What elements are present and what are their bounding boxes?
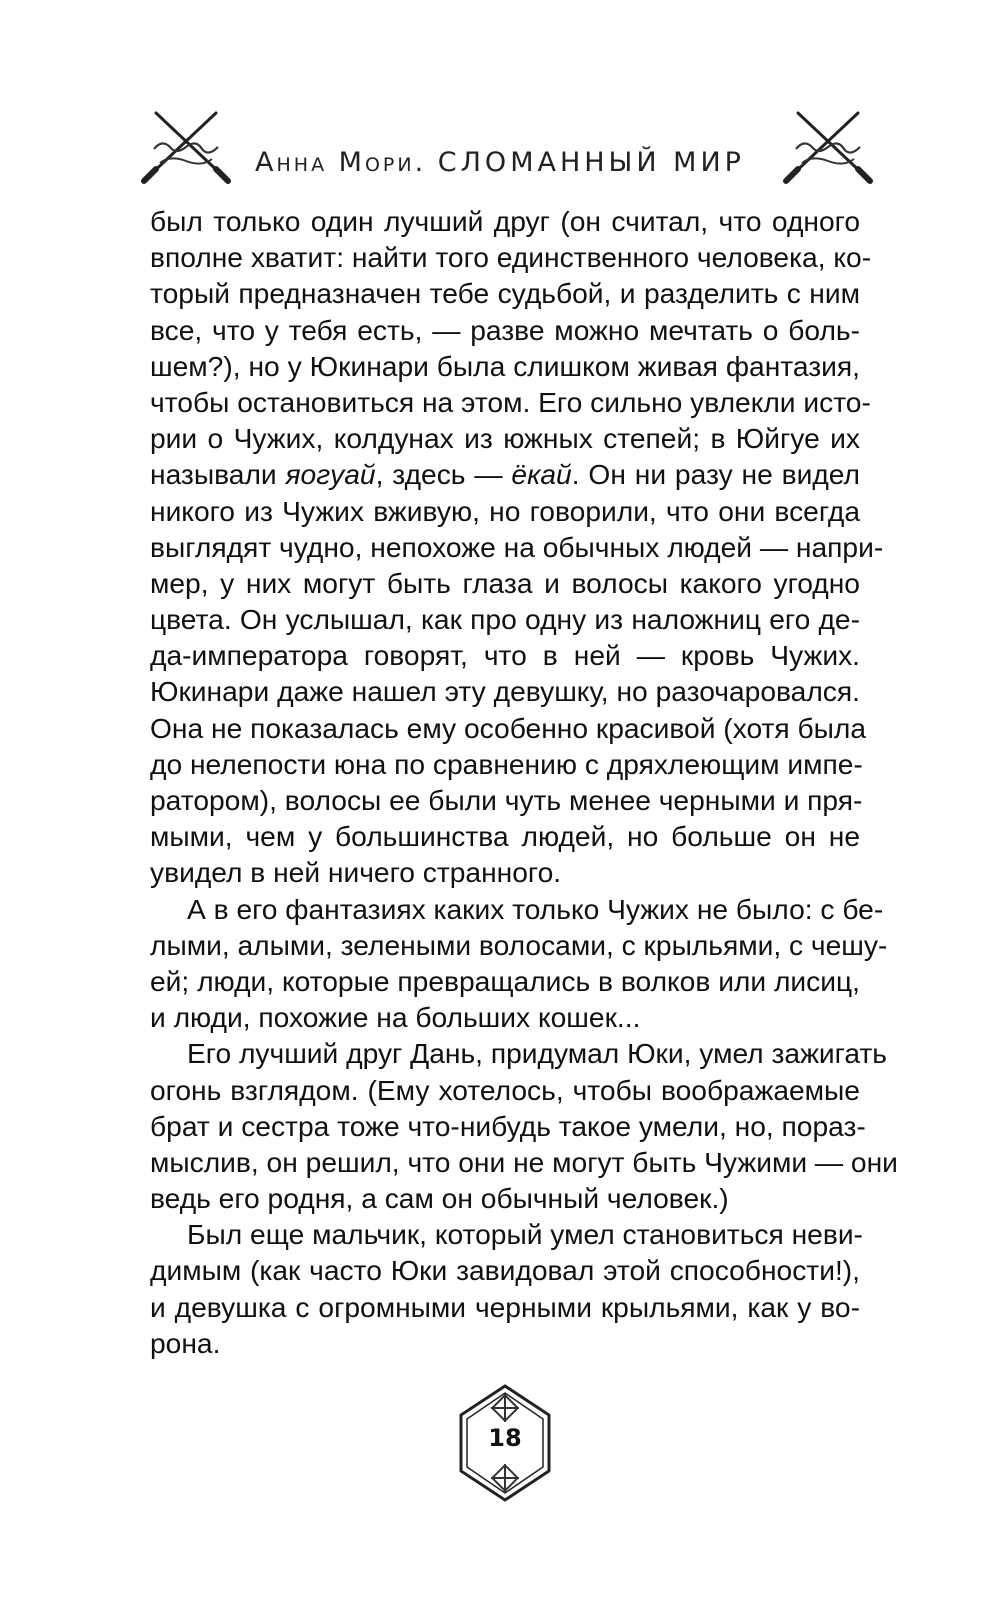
running-header — [0, 95, 1000, 205]
text-line: торый предназначен тебе судьбой, и разделить с ним — [150, 277, 860, 310]
text-line: Она не показалась ему особенно красивой (хотя была — [150, 711, 867, 744]
text-line: димым (как часто Юки завидовал этой способности!), — [150, 1254, 860, 1287]
text-line: брат и сестра тоже что-нибудь такое умели, но, пораз- — [150, 1109, 866, 1142]
text-line: А в его фантазиях каких только Чужих не было: с бе- — [187, 892, 884, 925]
text-line: мыми, чем у большинства людей, но больше он не — [150, 820, 860, 853]
text-line: мер, у них могут быть глаза и волосы какого угодно — [150, 566, 860, 599]
book-title: СЛОМАННЫЙ МИР — [437, 147, 745, 178]
text-segment: называли — [150, 458, 286, 491]
page-number: 18 — [488, 1424, 522, 1452]
text-line: до нелепости юна по сравнению с дряхлеющим импе- — [150, 747, 863, 780]
text-segment: , здесь — — [375, 458, 512, 491]
text-line: лыми, алыми, зелеными волосами, с крыльями, с чешу- — [150, 928, 888, 961]
text-line: все, что у тебя есть, — разве можно мечтать о боль- — [150, 313, 860, 346]
text-line: цвета. Он услышал, как про одну из наложниц его де- — [150, 603, 860, 636]
crossed-swords-icon — [778, 107, 878, 187]
emphasized-term: яогуай — [285, 458, 376, 491]
text-line: никого из Чужих вживую, но говорили, что они всегда — [150, 494, 860, 527]
author-name: Анна Мори. — [255, 147, 427, 178]
emphasized-term: ёкай — [511, 458, 572, 491]
text-line: Юкинари даже нашел эту девушку, но разочаровался. — [150, 675, 860, 708]
text-line: Его лучший друг Дань, придумал Юки, умел зажигать — [187, 1037, 887, 1070]
text-line: мыслив, он решил, что они не могут быть Чужими — они — [150, 1145, 898, 1178]
text-line: ведь его родня, а сам он обычный человек.) — [150, 1182, 729, 1215]
text-line: шем?), но у Юкинари была слишком живая фантазия, — [150, 349, 860, 382]
text-segment: . Он ни разу не видел — [571, 458, 860, 491]
text-line — [150, 456, 860, 492]
text-line: вполне хватит: найти того единственного человека, ко- — [150, 241, 872, 274]
text-line: огонь взглядом. (Ему хотелось, чтобы воображаемые — [150, 1073, 860, 1106]
text-line: чтобы остановиться на этом. Его сильно увлекли исто- — [150, 385, 871, 418]
text-line: рии о Чужих, колдунах из южных степей; в Юйгуе их — [150, 422, 860, 455]
text-line: и девушка с огромными черными крыльями, как у во- — [150, 1290, 860, 1323]
text-line: и люди, похожие на больших кошек... — [150, 1001, 641, 1034]
text-line: увидел в ней ничего странного. — [150, 856, 562, 889]
text-line: ратором), волосы ее были чуть менее черными и пря- — [150, 784, 863, 816]
text-line: да-императора говорят, что в ней — кровь Чужих. — [150, 639, 860, 672]
text-line: ей; люди, которые превращались в волков или лисиц, — [150, 964, 860, 997]
text-line: рона. — [150, 1326, 221, 1359]
text-line: был только один лучший друг (он считал, что одного — [150, 205, 860, 237]
text-line: Был еще мальчик, который умел становиться неви- — [187, 1218, 863, 1251]
text-line: выглядят чудно, непохоже на обычных людей — напри- — [150, 530, 884, 563]
body-text — [150, 203, 898, 1361]
